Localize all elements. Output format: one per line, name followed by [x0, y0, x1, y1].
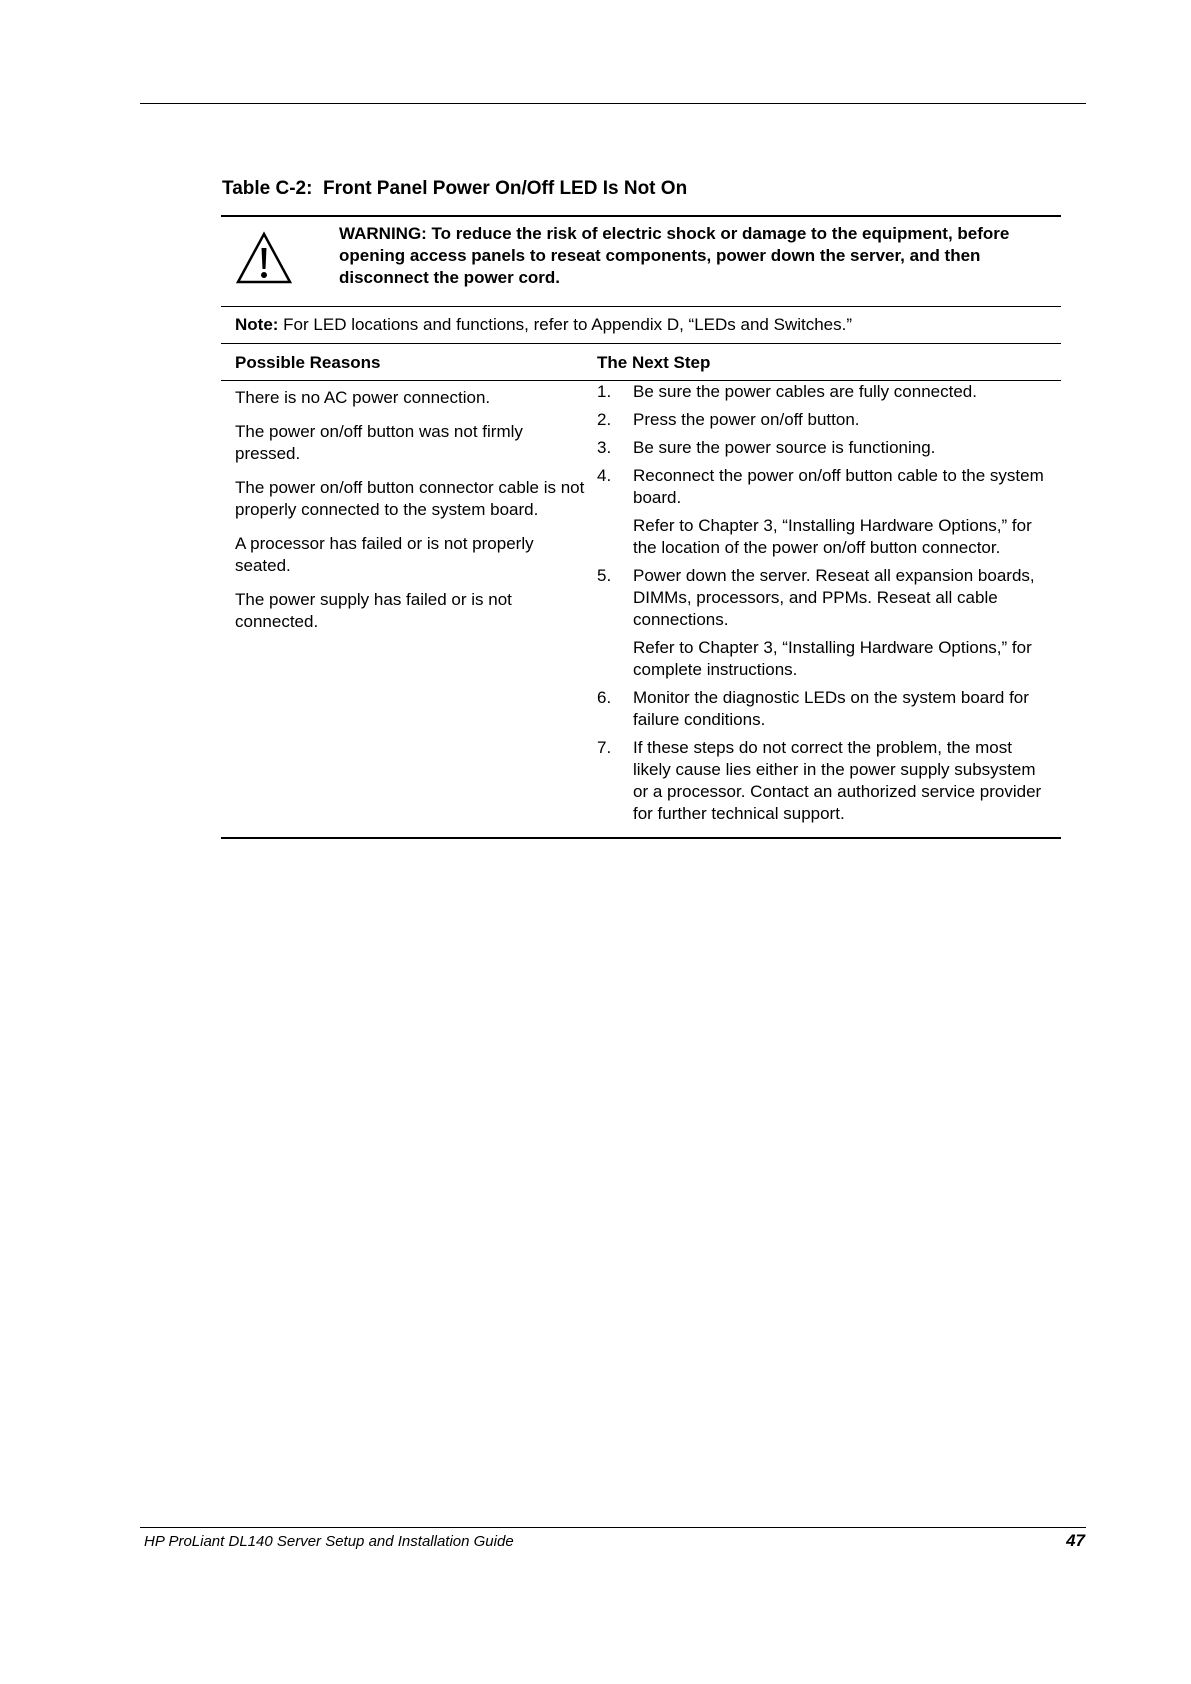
step-number: 7. — [597, 738, 612, 757]
step-number: 1. — [597, 382, 612, 401]
step-extra-text: Refer to Chapter 3, “Installing Hardware Options,” for complete instructions. — [633, 638, 1032, 679]
step-number: 5. — [597, 566, 612, 585]
header-rule — [140, 103, 1086, 104]
reason-item: A processor has failed or is not properly seated. — [235, 534, 534, 575]
reasons-column — [221, 381, 597, 831]
footer-title: HP ProLiant DL140 Server Setup and Installation Guide — [144, 1533, 514, 1550]
step-item — [597, 409, 1061, 431]
step-item — [597, 437, 1061, 459]
warning-text: WARNING: To reduce the risk of electric shock or damage to the equipment, before opening access panels to reseat components, power down the server, and then disconnect the power cord. — [339, 224, 1010, 287]
step-text: Monitor the diagnostic LEDs on the system board for failure conditions. — [633, 688, 1029, 729]
troubleshooting-table — [221, 215, 1061, 839]
step-number: 6. — [597, 688, 612, 707]
steps-column — [597, 381, 1061, 831]
page-number: 47 — [1066, 1531, 1085, 1550]
step-number: 3. — [597, 438, 612, 457]
step-number: 4. — [597, 466, 612, 485]
table-header-row — [221, 344, 1061, 380]
table-bottom-rule — [221, 837, 1061, 839]
reason-item: The power supply has failed or is not connected. — [235, 590, 512, 631]
step-extra-text: Refer to Chapter 3, “Installing Hardware Options,” for the location of the power on/off button connector. — [633, 516, 1032, 557]
step-item — [597, 465, 1061, 559]
step-item — [597, 687, 1061, 731]
step-number: 2. — [597, 410, 612, 429]
note-text: For LED locations and functions, refer to Appendix D, “LEDs and Switches.” — [278, 315, 853, 334]
step-text: If these steps do not correct the problem, the most likely cause lies either in the power supply subsystem or a processor. Contact an authorized service provider for further technical support. — [633, 738, 1042, 823]
step-text: Be sure the power source is functioning. — [633, 438, 936, 457]
note-row — [221, 307, 1061, 343]
header-possible-reasons: Possible Reasons — [235, 353, 381, 372]
step-text: Power down the server. Reseat all expansion boards, DIMMs, processors, and PPMs. Reseat all cable connections. — [633, 566, 1035, 629]
table-title: Table C-2: Front Panel Power On/Off LED Is Not On — [222, 178, 688, 199]
reason-item: The power on/off button connector cable is not properly connected to the system board. — [235, 478, 585, 519]
step-text: Reconnect the power on/off button cable to the system board. — [633, 466, 1044, 507]
step-item — [597, 565, 1061, 681]
step-item — [597, 381, 1061, 403]
step-text: Press the power on/off button. — [633, 410, 860, 429]
reason-item: There is no AC power connection. — [235, 388, 491, 407]
warning-triangle-icon — [235, 231, 293, 285]
warning-row — [221, 217, 1061, 306]
reason-item: The power on/off button was not firmly pressed. — [235, 422, 523, 463]
note-label: Note: — [235, 315, 279, 334]
table-body-row — [221, 381, 1061, 837]
header-next-step: The Next Step — [597, 353, 711, 372]
footer-rule — [140, 1527, 1086, 1528]
step-item — [597, 737, 1061, 825]
warning-icon-cell — [221, 223, 339, 300]
step-text: Be sure the power cables are fully connected. — [633, 382, 977, 401]
